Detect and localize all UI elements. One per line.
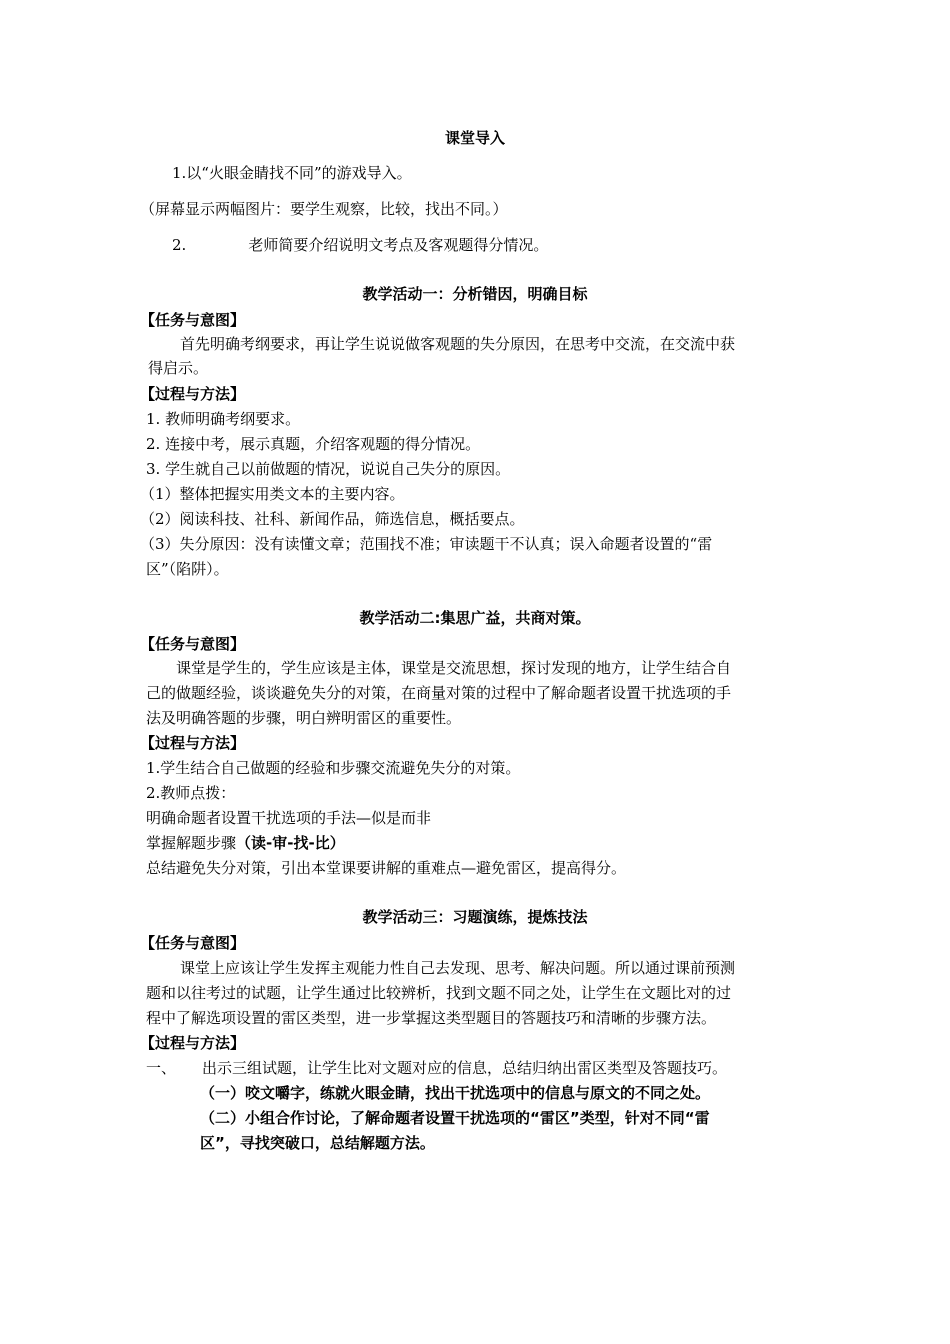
activity3-task-line2: 题和以往考过的试题，让学生通过比较辨析，找到文题不同之处，让学生在文题比对的过 xyxy=(146,984,732,1002)
activity2-task-line3: 法及明确答题的步骤，明白辨明雷区的重要性。 xyxy=(146,709,462,727)
intro-item-1: 1.以“火眼金睛找不同”的游戏导入。 xyxy=(172,164,412,182)
activity3-task-line1: 课堂上应该让学生发挥主观能力性自己去发现、思考、解决问题。所以通过课前预测 xyxy=(180,959,736,977)
activity2-step2: 2.教师点拨： xyxy=(146,784,236,802)
activity2-task-heading: 【任务与意图】 xyxy=(140,635,246,653)
activity1-title: 教学活动一：分析错因，明确目标 xyxy=(362,285,588,303)
activity1-step3: 3. 学生就自己以前做题的情况，说说自己失分的原因。 xyxy=(146,460,511,478)
activity2-task-line2: 己的做题经验，谈谈避免失分的对策，在商量对策的过程中了解命题者设置干扰选项的手 xyxy=(146,684,732,702)
activity3-item-number: 一、 xyxy=(146,1059,177,1077)
activity1-task-line1: 首先明确考纲要求，再让学生说说做客观题的失分原因，在思考中交流，在交流中获 xyxy=(180,335,736,353)
activity1-task-line2: 得启示。 xyxy=(148,359,209,377)
intro-item-2-number: 2. xyxy=(172,236,187,254)
activity2-process-heading: 【过程与方法】 xyxy=(140,734,246,752)
activity3-task-heading: 【任务与意图】 xyxy=(140,934,246,952)
activity1-sub2: （2）阅读科技、社科、新闻作品，筛选信息，概括要点。 xyxy=(140,510,525,528)
activity3-bold1: （一）咬文嚼字，练就火眼金睛，找出干扰选项中的信息与原文的不同之处。 xyxy=(200,1084,711,1102)
activity1-sub1: （1）整体把握实用类文本的主要内容。 xyxy=(140,485,405,503)
activity1-sub3-line1: （3）失分原因：没有读懂文章；范围找不准；审读题干不认真；误入命题者设置的“雷 xyxy=(140,535,713,553)
intro-title: 课堂导入 xyxy=(444,129,505,147)
intro-note: （屏幕显示两幅图片：要学生观察，比较，找出不同。） xyxy=(140,200,508,218)
activity3-task-line3: 程中了解选项设置的雷区类型，进一步掌握这类型题目的答题技巧和清晰的步骤方法。 xyxy=(146,1009,717,1027)
activity3-bold2-line1: （二）小组合作讨论，了解命题者设置干扰选项的“雷区”类型，针对不同“雷 xyxy=(200,1109,710,1127)
activity2-point2-steps: （读-审-找-比） xyxy=(236,834,345,852)
activity3-process-heading: 【过程与方法】 xyxy=(140,1034,246,1052)
activity1-process-heading: 【过程与方法】 xyxy=(140,385,246,403)
intro-item-2-text: 老师简要介绍说明文考点及客观题得分情况。 xyxy=(248,236,549,254)
activity3-item xyxy=(146,1056,727,1080)
activity1-sub3-line2: 区”（陷阱）。 xyxy=(146,560,229,578)
activity3-title: 教学活动三：习题演练，提炼技法 xyxy=(362,908,588,926)
activity3-bold2-line2: 区”，寻找突破口，总结解题方法。 xyxy=(200,1134,435,1152)
activity2-point2 xyxy=(146,831,345,855)
activity2-point1: 明确命题者设置干扰选项的手法—似是而非 xyxy=(146,809,432,827)
activity2-step1: 1.学生结合自己做题的经验和步骤交流避免失分的对策。 xyxy=(146,759,521,777)
activity2-summary: 总结避免失分对策，引出本堂课要讲解的重难点—避免雷区，提高得分。 xyxy=(146,859,627,877)
activity2-title: 教学活动二:集思广益，共商对策。 xyxy=(359,609,591,627)
activity2-point2-prefix: 掌握解题步骤 xyxy=(146,834,237,852)
activity1-task-heading: 【任务与意图】 xyxy=(140,311,246,329)
intro-item-2 xyxy=(172,233,548,257)
activity1-step2: 2. 连接中考，展示真题，介绍客观题的得分情况。 xyxy=(146,435,481,453)
activity1-step1: 1. 教师明确考纲要求。 xyxy=(146,410,301,428)
activity2-task-line1: 课堂是学生的，学生应该是主体，课堂是交流思想，探讨发现的地方，让学生结合自 xyxy=(176,659,732,677)
activity3-item-text: 出示三组试题，让学生比对文题对应的信息，总结归纳出雷区类型及答题技巧。 xyxy=(202,1059,728,1077)
